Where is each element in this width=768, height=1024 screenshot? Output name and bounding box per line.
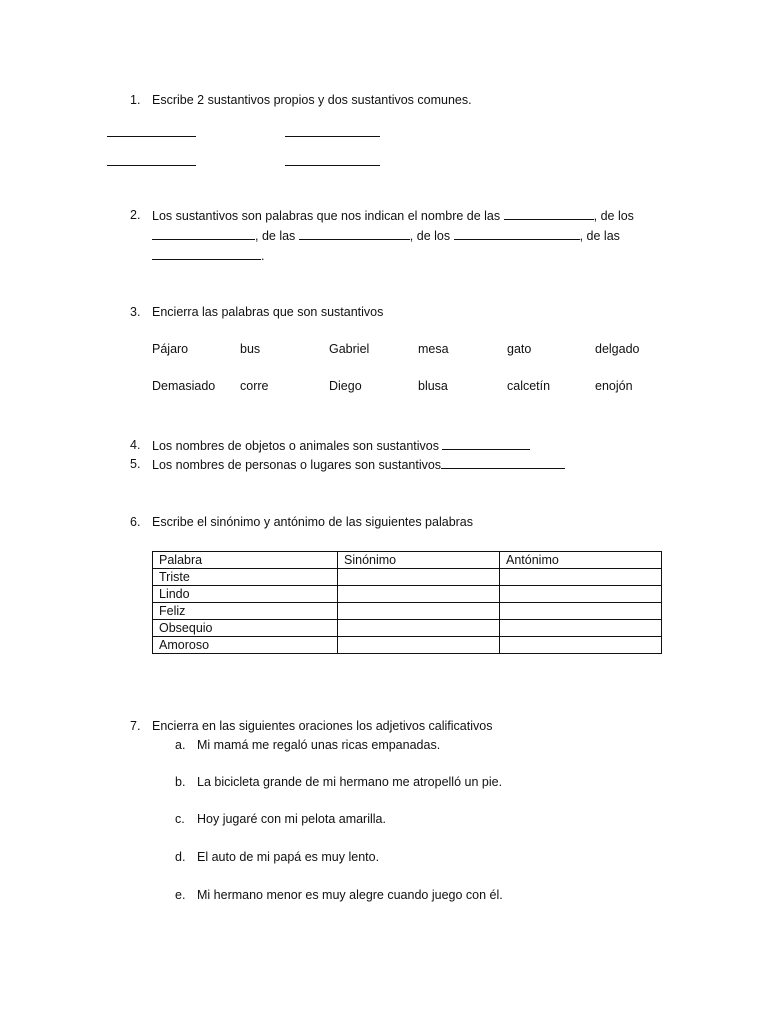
q3-word[interactable]: blusa: [418, 379, 448, 393]
q3-word[interactable]: Pájaro: [152, 342, 189, 356]
q1-blank[interactable]: [285, 153, 380, 166]
q2-blank[interactable]: [152, 247, 261, 260]
q3-number: 3.: [130, 305, 141, 319]
q3-text: Encierra las palabras que son sustantivos: [152, 305, 384, 319]
q2-blank[interactable]: [504, 207, 594, 220]
synonym-antonym-table: [152, 551, 662, 654]
q7-item-letter: b.: [175, 775, 186, 789]
q2-text-part: , de los: [409, 229, 451, 243]
q7-number: 7.: [130, 719, 141, 733]
q4-blank[interactable]: [442, 437, 530, 450]
synonym-cell[interactable]: [338, 569, 500, 586]
q2-blank[interactable]: [152, 227, 255, 240]
table-row: [153, 603, 662, 620]
q7-item-sentence[interactable]: Mi hermano menor es muy alegre cuando juego con él.: [197, 888, 503, 902]
table-word-cell: Amoroso: [153, 637, 338, 654]
q2-blank[interactable]: [454, 227, 580, 240]
table-word-cell: Triste: [153, 569, 338, 586]
q7-item-sentence[interactable]: Hoy jugaré con mi pelota amarilla.: [197, 812, 386, 826]
table-header: Palabra: [153, 552, 338, 569]
q1-text: Escribe 2 sustantivos propios y dos sustantivos comunes.: [152, 93, 472, 107]
synonym-cell[interactable]: [338, 586, 500, 603]
antonym-cell[interactable]: [500, 586, 662, 603]
q3-word[interactable]: corre: [240, 379, 269, 393]
q3-word[interactable]: Demasiado: [152, 379, 216, 393]
q2-text-part: , de las: [579, 229, 620, 243]
q3-word[interactable]: mesa: [418, 342, 449, 356]
q2-text-part: .: [261, 249, 265, 263]
q2-number: 2.: [130, 208, 141, 222]
synonym-cell[interactable]: [338, 637, 500, 654]
antonym-cell[interactable]: [500, 620, 662, 637]
q2-text-part: , de los: [593, 209, 634, 223]
q2-text-part: , de las: [255, 229, 296, 243]
q7-text: Encierra en las siguientes oraciones los adjetivos calificativos: [152, 719, 493, 733]
q3-word[interactable]: enojón: [595, 379, 633, 393]
table-row: [153, 586, 662, 603]
q5-line: [152, 456, 565, 473]
antonym-cell[interactable]: [500, 637, 662, 654]
table-header-row: [153, 552, 662, 569]
q7-item-letter: c.: [175, 812, 185, 826]
q1-blank[interactable]: [285, 124, 380, 137]
q1-number: 1.: [130, 93, 141, 107]
table-header: Sinónimo: [338, 552, 500, 569]
q4-text: Los nombres de objetos o animales son sustantivos: [152, 439, 439, 453]
table-header: Antónimo: [500, 552, 662, 569]
q5-text: Los nombres de personas o lugares son sustantivos: [152, 458, 442, 472]
synonym-cell[interactable]: [338, 603, 500, 620]
q2-line-3: [152, 247, 264, 264]
q5-blank[interactable]: [441, 456, 565, 469]
q7-item-letter: d.: [175, 850, 186, 864]
q3-word[interactable]: Diego: [329, 379, 362, 393]
antonym-cell[interactable]: [500, 603, 662, 620]
q7-item-letter: e.: [175, 888, 186, 902]
table-word-cell: Feliz: [153, 603, 338, 620]
q2-line-1: [152, 207, 634, 224]
q2-text-part: Los sustantivos son palabras que nos indican el nombre de las: [152, 209, 501, 223]
q2-line-2: [152, 227, 620, 244]
q4-line: [152, 437, 530, 454]
q7-item-letter: a.: [175, 738, 186, 752]
q4-number: 4.: [130, 438, 141, 452]
synonym-cell[interactable]: [338, 620, 500, 637]
q1-blank[interactable]: [107, 153, 196, 166]
q3-word[interactable]: gato: [507, 342, 532, 356]
q7-item-sentence[interactable]: Mi mamá me regaló unas ricas empanadas.: [197, 738, 441, 752]
q7-item-sentence[interactable]: El auto de mi papá es muy lento.: [197, 850, 380, 864]
table-row: [153, 620, 662, 637]
table-word-cell: Obsequio: [153, 620, 338, 637]
q3-word[interactable]: calcetín: [507, 379, 551, 393]
q6-number: 6.: [130, 515, 141, 529]
q2-blank[interactable]: [299, 227, 410, 240]
q1-blank[interactable]: [107, 124, 196, 137]
q3-word[interactable]: bus: [240, 342, 261, 356]
q5-number: 5.: [130, 457, 141, 471]
table-row: [153, 637, 662, 654]
q3-word[interactable]: Gabriel: [329, 342, 370, 356]
q3-word[interactable]: delgado: [595, 342, 640, 356]
antonym-cell[interactable]: [500, 569, 662, 586]
q7-item-sentence[interactable]: La bicicleta grande de mi hermano me atropelló un pie.: [197, 775, 503, 789]
table-word-cell: Lindo: [153, 586, 338, 603]
q6-text: Escribe el sinónimo y antónimo de las siguientes palabras: [152, 515, 474, 529]
table-row: [153, 569, 662, 586]
